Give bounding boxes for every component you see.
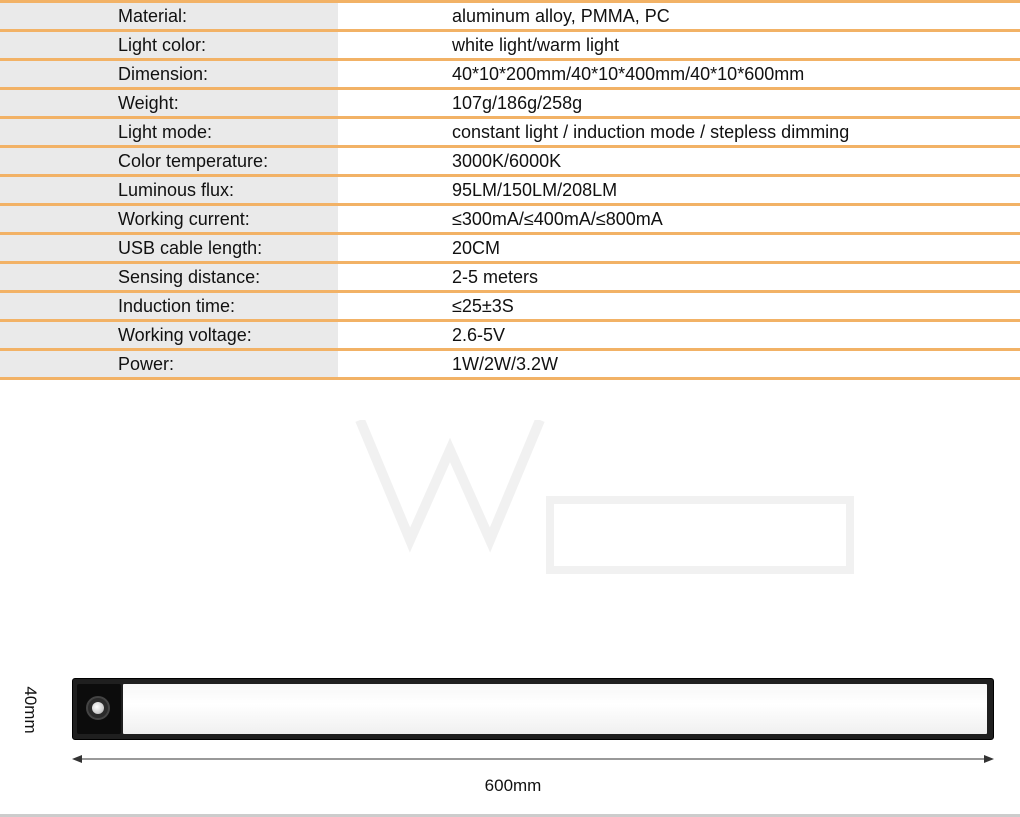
spec-value: 2-5 meters <box>338 264 1020 290</box>
spec-value: ≤25±3S <box>338 293 1020 319</box>
spec-value: 3000K/6000K <box>338 148 1020 174</box>
spec-row-light-mode <box>0 119 1020 148</box>
spec-row-power <box>0 351 1020 380</box>
watermark-logo <box>300 420 860 620</box>
spec-value: aluminum alloy, PMMA, PC <box>338 3 1020 29</box>
spec-value: 107g/186g/258g <box>338 90 1020 116</box>
spec-label: Light color: <box>0 32 338 58</box>
spec-label: USB cable length: <box>0 235 338 261</box>
spec-value: 40*10*200mm/40*10*400mm/40*10*600mm <box>338 61 1020 87</box>
spec-label: Sensing distance: <box>0 264 338 290</box>
light-bar-product <box>72 678 994 740</box>
spec-label: Working voltage: <box>0 322 338 348</box>
spec-row-color-temperature <box>0 148 1020 177</box>
spec-table <box>0 0 1020 380</box>
spec-value: 95LM/150LM/208LM <box>338 177 1020 203</box>
width-dimension-arrow <box>72 752 994 766</box>
spec-row-luminous-flux <box>0 177 1020 206</box>
spec-label: Color temperature: <box>0 148 338 174</box>
spec-label: Dimension: <box>0 61 338 87</box>
spec-label: Power: <box>0 351 338 377</box>
sensor-lens <box>92 702 104 714</box>
spec-label: Light mode: <box>0 119 338 145</box>
spec-row-weight <box>0 90 1020 119</box>
spec-row-working-voltage <box>0 322 1020 351</box>
spec-row-light-color <box>0 32 1020 61</box>
spec-row-material <box>0 3 1020 32</box>
spec-value: 2.6-5V <box>338 322 1020 348</box>
spec-label: Working current: <box>0 206 338 232</box>
spec-row-induction-time <box>0 293 1020 322</box>
height-dimension <box>16 681 44 739</box>
motion-sensor-housing <box>77 684 121 734</box>
spec-value: 20CM <box>338 235 1020 261</box>
width-dimension-label: 600mm <box>484 776 542 795</box>
spec-value: constant light / induction mode / stepless dimming <box>338 119 1020 145</box>
spec-value: ≤300mA/≤400mA/≤800mA <box>338 206 1020 232</box>
spec-label: Induction time: <box>0 293 338 319</box>
spec-row-working-current <box>0 206 1020 235</box>
light-diffuser <box>123 684 987 734</box>
spec-label: Weight: <box>0 90 338 116</box>
spec-row-usb-cable-length <box>0 235 1020 264</box>
spec-value: white light/warm light <box>338 32 1020 58</box>
spec-row-sensing-distance <box>0 264 1020 293</box>
spec-value: 1W/2W/3.2W <box>338 351 1020 377</box>
spec-label: Material: <box>0 3 338 29</box>
motion-sensor-icon <box>86 696 110 720</box>
spec-row-dimension <box>0 61 1020 90</box>
spec-label: Luminous flux: <box>0 177 338 203</box>
height-dimension-label: 40mm <box>21 686 40 734</box>
